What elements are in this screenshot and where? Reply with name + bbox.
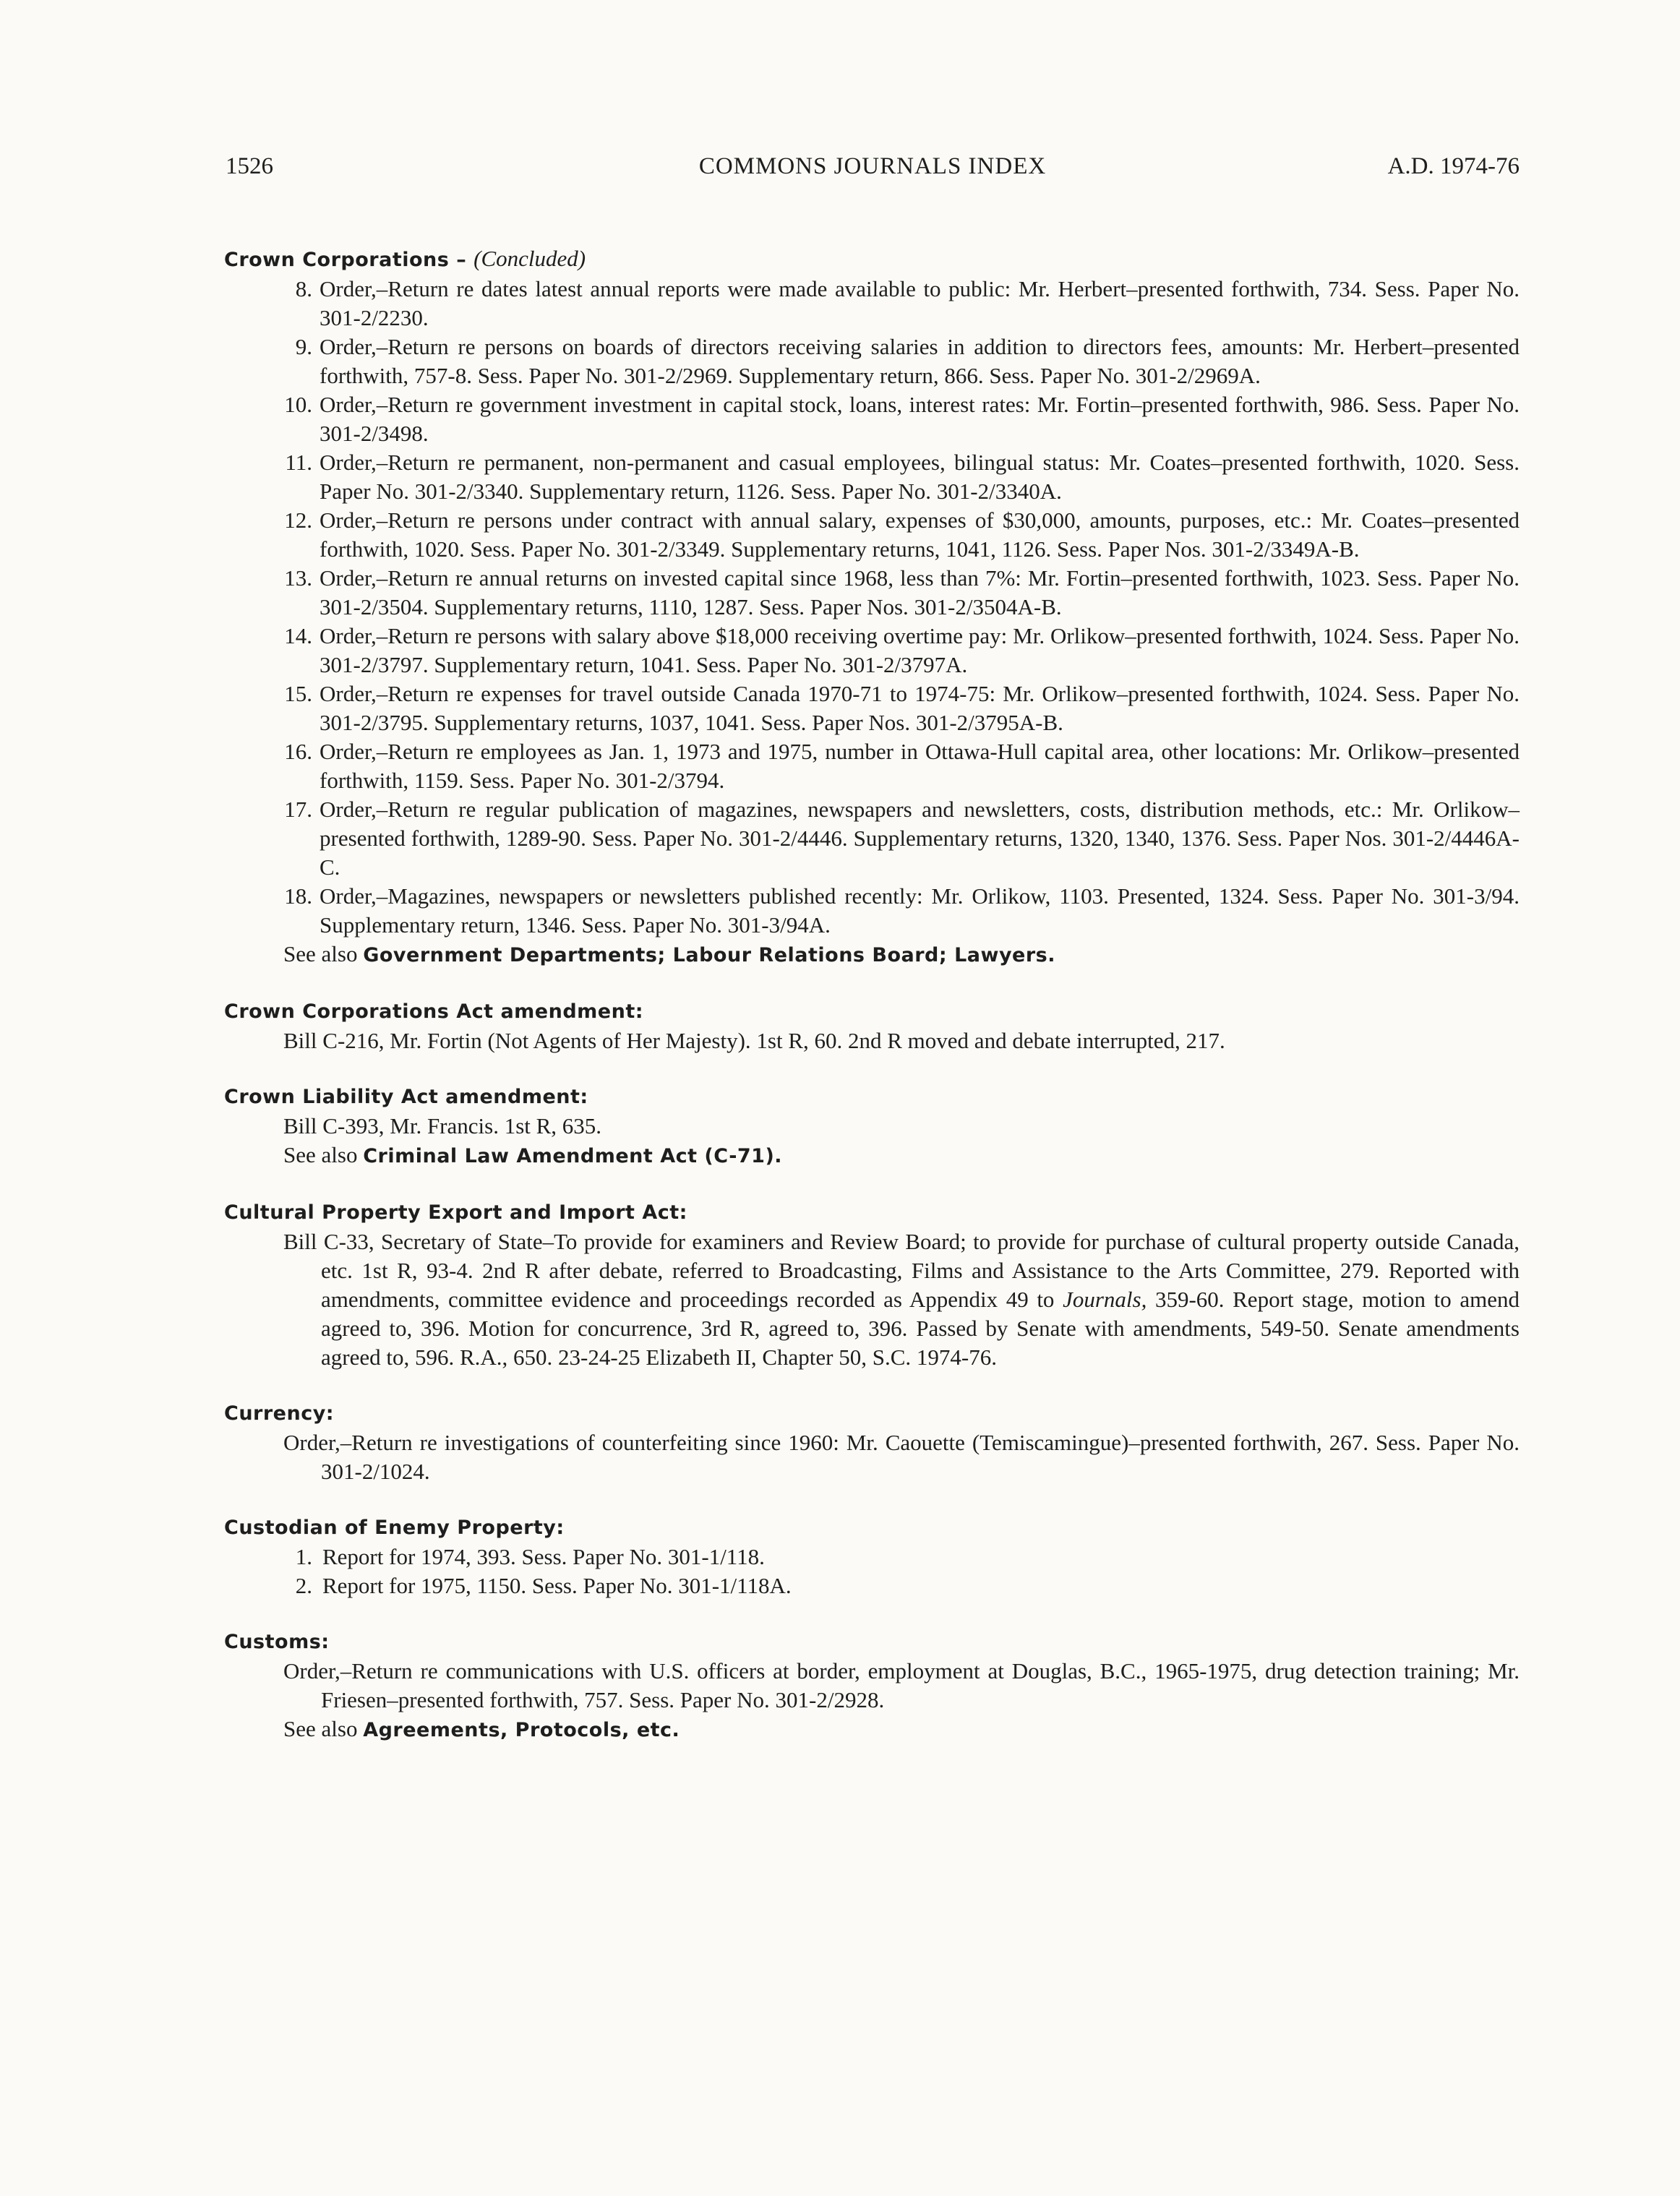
entry-number: 11. [285,450,312,475]
see-also: See also Agreements, Protocols, etc. [283,1716,680,1741]
entry-text: Order,–Return re persons with salary above $18,000 receiving overtime pay: Mr. Orlikow–presented forthwith, 1024. Sess. Paper No. 301-2/3797. Supplementary return, 1041. Sess. Paper No. 301-2/3797A. [320,623,1520,677]
entry-number: 17. [284,797,312,822]
see-also: See also Government Departments; Labour Relations Board; Lawyers. [283,941,1056,966]
index-entry [224,737,1520,795]
journals-italic: Journals, [1063,1287,1147,1312]
section-heading: Customs: [224,1631,330,1653]
index-entry [224,882,1520,940]
index-entry [224,333,1520,390]
entry-number: 2. [295,1573,312,1598]
entry-number: 15. [284,681,312,706]
index-entry [224,1571,1520,1600]
entry-text: Order,–Return re regular publication of magazines, newspapers and newsletters, costs, distribution methods, etc.: Mr. Orlikow–presented forthwith, 1289-90. Sess. Paper No. 301-2/4446. Supplementary returns, 1320, 1340, 1376. Sess. Paper Nos. 301-2/4446A-C. [320,797,1520,880]
entry-number: 13. [284,565,312,591]
entry-number: 12. [284,507,312,533]
index-entry [224,564,1520,622]
entry-number: 10. [284,392,312,417]
section-crown-corporations-act [224,998,1520,1055]
entry-text: Order,–Return re annual returns on invested capital since 1968, less than 7%: Mr. Fortin–presented forthwith, 1023. Sess. Paper No. 301-2/3504. Supplementary returns, 1110, 1287. Sess. Paper Nos. 301-2/3504A-B. [320,565,1520,619]
entry-text: Order,–Return re investigations of counterfeiting since 1960: Mr. Caouette (Temiscamingue)–presented forthwith, 267. Sess. Paper No. 301-2/1024. [283,1430,1520,1484]
entry-text: Bill C-33, Secretary of State–To provide for examiners and Review Board; to provide for purchase of cultural property outside Canada, etc. 1st R, 93-4. 2nd R after debate, referred to Broadcasting, Films and Assistance to the Arts Committee, 279. Reported with amendments, committee evidence and proceedings recorded as Appendix 49 to Journals, 359-60. Report stage, motion to amend agreed to, 396. Motion for concurrence, 3rd R, agreed to, 396. Passed by Senate with amendments, 549-50. Senate amendments agreed to, 596. R.A., 650. 23-24-25 Elizabeth II, Chapter 50, S.C. 1974-76. [283,1229,1520,1370]
entry-text: Report for 1974, 393. Sess. Paper No. 301-1/118. [322,1544,765,1569]
entry-text: Bill C-393, Mr. Francis. 1st R, 635. [283,1113,602,1138]
entry-number: 9. [295,334,312,359]
section-heading: Custodian of Enemy Property: [224,1517,565,1539]
entry-text: Order,–Return re dates latest annual reports were made available to public: Mr. Herbert–presented forthwith, 734. Sess. Paper No. 301-2/2230. [320,276,1520,330]
entry-text: Report for 1975, 1150. Sess. Paper No. 301-1/118A. [322,1573,792,1598]
running-title: COMMONS JOURNALS INDEX [698,153,1047,179]
index-entry [224,679,1520,737]
entry-text: Order,–Return re expenses for travel outside Canada 1970-71 to 1974-75: Mr. Orlikow–presented forthwith, 1024. Sess. Paper No. 301-2/3795. Supplementary returns, 1037, 1041. Sess. Paper Nos. 301-2/3795A-B. [320,681,1520,735]
section-heading: Crown Corporations – (Concluded) [224,246,586,271]
concluded-note: (Concluded) [473,246,586,271]
see-also-references: Criminal Law Amendment Act (C-71). [363,1145,783,1167]
entry-text: Order,–Return re communications with U.S. officers at border, employment at Douglas, B.C., 1965-1975, drug detection training; Mr. Friesen–presented forthwith, 757. Sess. Paper No. 301-2/2928. [283,1658,1520,1712]
index-entry [224,795,1520,882]
section-heading: Crown Liability Act amendment: [224,1086,588,1108]
see-also-references: Agreements, Protocols, etc. [363,1719,680,1741]
entry-number: 18. [284,883,312,909]
section-crown-corporations [224,244,1520,970]
section-heading: Cultural Property Export and Import Act: [224,1201,687,1224]
index-entry [224,1543,1520,1571]
entry-number: 14. [284,623,312,648]
see-also-references: Government Departments; Labour Relations Board; Lawyers. [363,944,1056,966]
section-custodian [224,1514,1520,1600]
entry-text: Bill C-216, Mr. Fortin (Not Agents of Her Majesty). 1st R, 60. 2nd R moved and debate interrupted, 217. [283,1028,1225,1053]
page-number: 1526 [226,153,273,179]
index-entry [224,622,1520,679]
index-entry [224,506,1520,564]
section-crown-liability-act [224,1083,1520,1171]
index-entry [224,390,1520,448]
entry-text: Order,–Return re permanent, non-permanent and casual employees, bilingual status: Mr. Coates–presented forthwith, 1020. Sess. Paper No. 301-2/3340. Supplementary return, 1126. Sess. Paper No. 301-2/3340A. [320,450,1520,504]
entry-number: 1. [295,1544,312,1569]
see-also: See also Criminal Law Amendment Act (C-71). [283,1142,783,1167]
section-heading: Crown Corporations Act amendment: [224,1000,644,1023]
entry-text: Order,–Return re government investment in capital stock, loans, interest rates: Mr. Fortin–presented forthwith, 986. Sess. Paper No. 301-2/3498. [320,392,1520,446]
entry-text: Order,–Magazines, newspapers or newsletters published recently: Mr. Orlikow, 1103. Presented, 1324. Sess. Paper No. 301-3/94. Supplementary return, 1346. Sess. Paper No. 301-3/94A. [320,883,1520,938]
index-content [224,244,1520,1745]
section-cultural-property [224,1198,1520,1372]
section-heading: Currency: [224,1402,335,1425]
entry-text: Order,–Return re employees as Jan. 1, 1973 and 1975, number in Ottawa-Hull capital area, other locations: Mr. Orlikow–presented forthwith, 1159. Sess. Paper No. 301-2/3794. [320,739,1520,793]
running-header [226,153,1520,189]
section-currency [224,1399,1520,1486]
index-entry [224,275,1520,333]
entry-number: 16. [284,739,312,764]
section-customs [224,1628,1520,1745]
entry-number: 8. [295,276,312,301]
entry-text: Order,–Return re persons on boards of directors receiving salaries in addition to directors fees, amounts: Mr. Herbert–presented forthwith, 757-8. Sess. Paper No. 301-2/2969. Supplementary return, 866. Sess. Paper No. 301-2/2969A. [320,334,1520,388]
running-date: A.D. 1974-76 [1387,153,1520,179]
index-entry [224,448,1520,506]
entry-text: Order,–Return re persons under contract with annual salary, expenses of $30,000, amounts, purposes, etc.: Mr. Coates–presented forthwith, 1020. Sess. Paper No. 301-2/3349. Supplementary returns, 1041, 1126. Sess. Paper Nos. 301-2/3349A-B. [320,507,1520,562]
